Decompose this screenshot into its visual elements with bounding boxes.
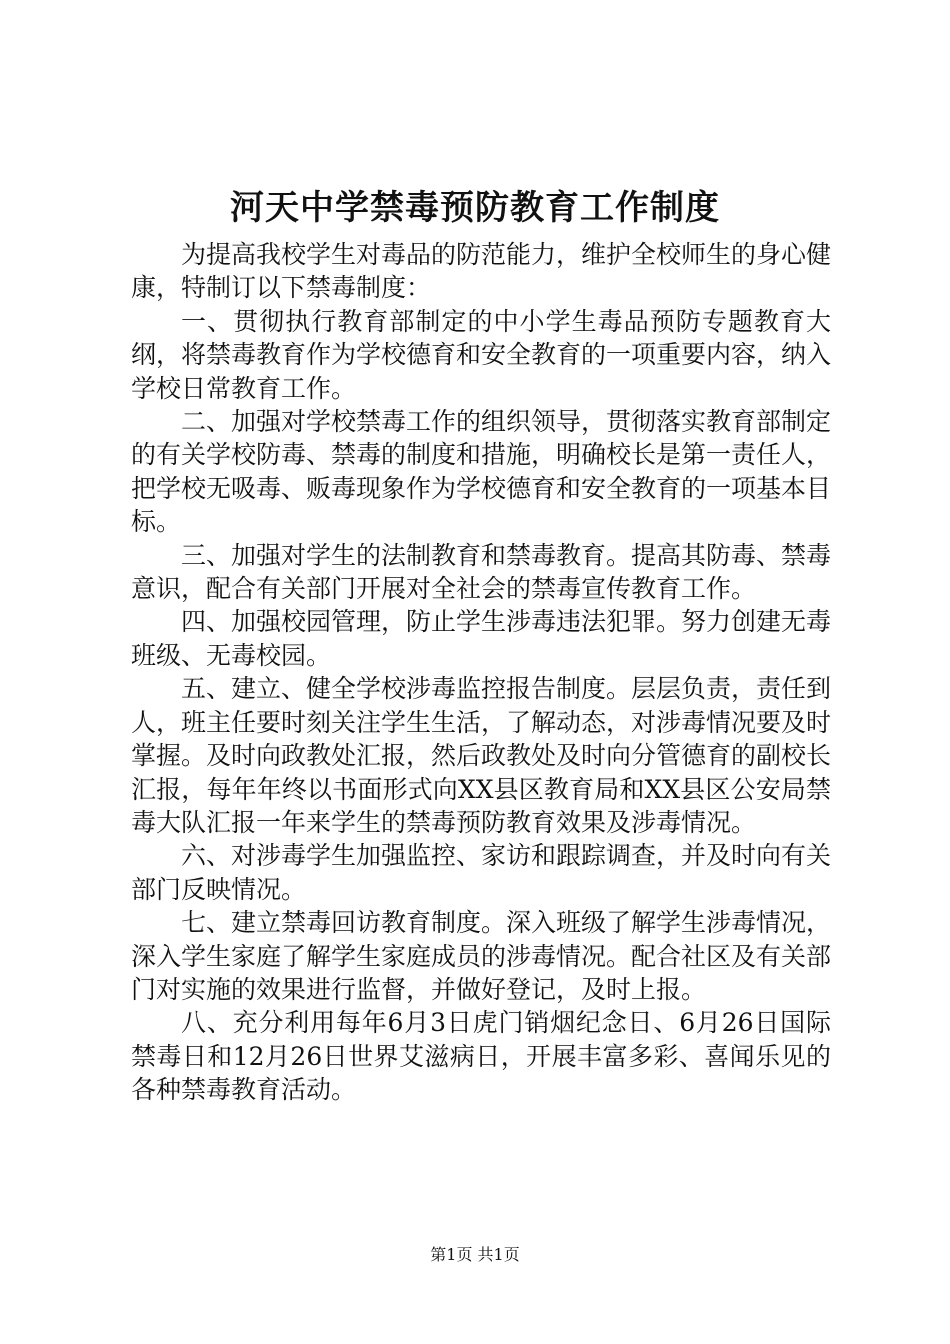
paragraph-intro: 为提高我校学生对毒品的防范能力，维护全校师生的身心健康，特制订以下禁毒制度： [131,240,832,303]
document-title: 河天中学禁毒预防教育工作制度 [230,188,720,228]
paragraph-item-2: 二、加强对学校禁毒工作的组织领导，贯彻落实教育部制定的有关学校防毒、禁毒的制度和措施，明确校长是第一责任人，把学校无吸毒、贩毒现象作为学校德育和安全教育的一项基本目标。 [131,407,832,537]
paragraph-item-6: 六、对涉毒学生加强监控、家访和跟踪调查，并及时向有关部门反映情况。 [131,841,832,904]
page-footer: 第1页 共1页 [430,1245,520,1264]
paragraph-item-8: 八、充分利用每年6月3日虎门销烟纪念日、6月26日国际禁毒日和12月26日世界艾滋病日，开展丰富多彩、喜闻乐见的各种禁毒教育活动。 [131,1008,831,1105]
paragraph-item-3: 三、加强对学生的法制教育和禁毒教育。提高其防毒、禁毒意识，配合有关部门开展对全社会的禁毒宣传教育工作。 [131,540,832,604]
paragraph-item-5: 五、建立、健全学校涉毒监控报告制度。层层负责，责任到人，班主任要时刻关注学生生活，了解动态，对涉毒情况要及时掌握。及时向政教处汇报，然后政教处及时向分管德育的副校长汇报，每年年终以书面形式向XX县区教育局和XX县区公安局禁毒大队汇报一年来学生的禁毒预防教育效果及涉毒情况。 [131,674,832,837]
paragraph-item-1: 一、贯彻执行教育部制定的中小学生毒品预防专题教育大纲，将禁毒教育作为学校德育和安全教育的一项重要内容，纳入学校日常教育工作。 [131,306,832,403]
paragraph-item-7: 七、建立禁毒回访教育制度。深入班级了解学生涉毒情况，深入学生家庭了解学生家庭成员的涉毒情况。配合社区及有关部门对实施的效果进行监督，并做好登记，及时上报。 [131,908,832,1004]
paragraph-item-4: 四、加强校园管理，防止学生涉毒违法犯罪。努力创建无毒班级、无毒校园。 [131,607,832,670]
document-body [131,238,831,1107]
